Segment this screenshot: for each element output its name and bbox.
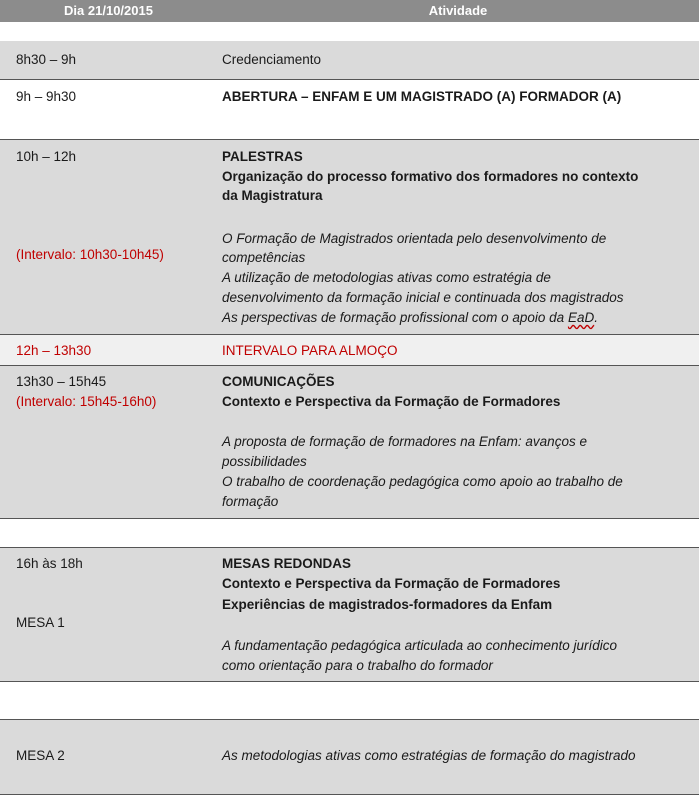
header-activity: Atividade <box>428 3 488 18</box>
list-item: possibilidades <box>222 454 307 469</box>
list-item: O trabalho de coordenação pedagógica como apoio ao trabalho de <box>222 474 623 489</box>
list-item: competências <box>222 250 306 265</box>
section-heading: MESAS REDONDAS <box>222 556 352 571</box>
row-time: 13h30 – 15h45 <box>16 374 107 389</box>
list-item: As perspectivas de formação profissional com o apoio da EaD. <box>222 310 598 325</box>
section-subtitle: Contexto e Perspectiva da Formação de Formadores <box>222 576 561 591</box>
row-time: 8h30 – 9h <box>16 52 77 67</box>
section-subtitle: Experiências de magistrados-formadores da Enfam <box>222 597 553 612</box>
interval-note: (Intervalo: 15h45-16h0) <box>16 394 157 409</box>
section-heading: COMUNICAÇÕES <box>222 374 335 389</box>
list-item: O Formação de Magistrados orientada pelo desenvolvimento de <box>222 231 607 246</box>
row-time: 9h – 9h30 <box>16 89 77 104</box>
list-item: A fundamentação pedagógica articulada ao conhecimento jurídico <box>222 638 618 653</box>
row-time: 12h – 13h30 <box>16 343 92 358</box>
row-time: 16h às 18h <box>16 556 83 571</box>
section-subtitle: Organização do processo formativo dos formadores no contexto <box>222 169 639 184</box>
mesa-label: MESA 1 <box>16 615 65 630</box>
row-time: 10h – 12h <box>16 149 77 164</box>
table-row <box>0 41 699 79</box>
row-activity: ABERTURA – ENFAM E UM MAGISTRADO (A) FORMADOR (A) <box>222 89 622 104</box>
list-item: como orientação para o trabalho do formador <box>222 658 493 673</box>
section-subtitle: da Magistratura <box>222 188 323 203</box>
interval-note: (Intervalo: 10h30-10h45) <box>16 247 164 262</box>
mesa-label: MESA 2 <box>16 748 65 763</box>
header-day: Dia 21/10/2015 <box>64 3 153 18</box>
table-header <box>0 0 699 22</box>
list-item: formação <box>222 494 279 509</box>
row-divider <box>0 79 699 80</box>
row-divider <box>0 794 699 795</box>
ead-term: EaD <box>567 310 595 325</box>
row-divider <box>0 681 699 682</box>
section-heading: PALESTRAS <box>222 149 303 164</box>
list-item: desenvolvimento da formação inicial e continuada dos magistrados <box>222 290 624 305</box>
row-activity: INTERVALO PARA ALMOÇO <box>222 343 398 358</box>
row-activity: As metodologias ativas como estratégias de formação do magistrado <box>222 748 636 763</box>
section-subtitle: Contexto e Perspectiva da Formação de Formadores <box>222 394 561 409</box>
row-activity: Credenciamento <box>222 52 322 67</box>
list-item: A proposta de formação de formadores na Enfam: avanços e <box>222 434 587 449</box>
list-item: A utilização de metodologias ativas como estratégia de <box>222 270 551 285</box>
row-divider <box>0 518 699 519</box>
